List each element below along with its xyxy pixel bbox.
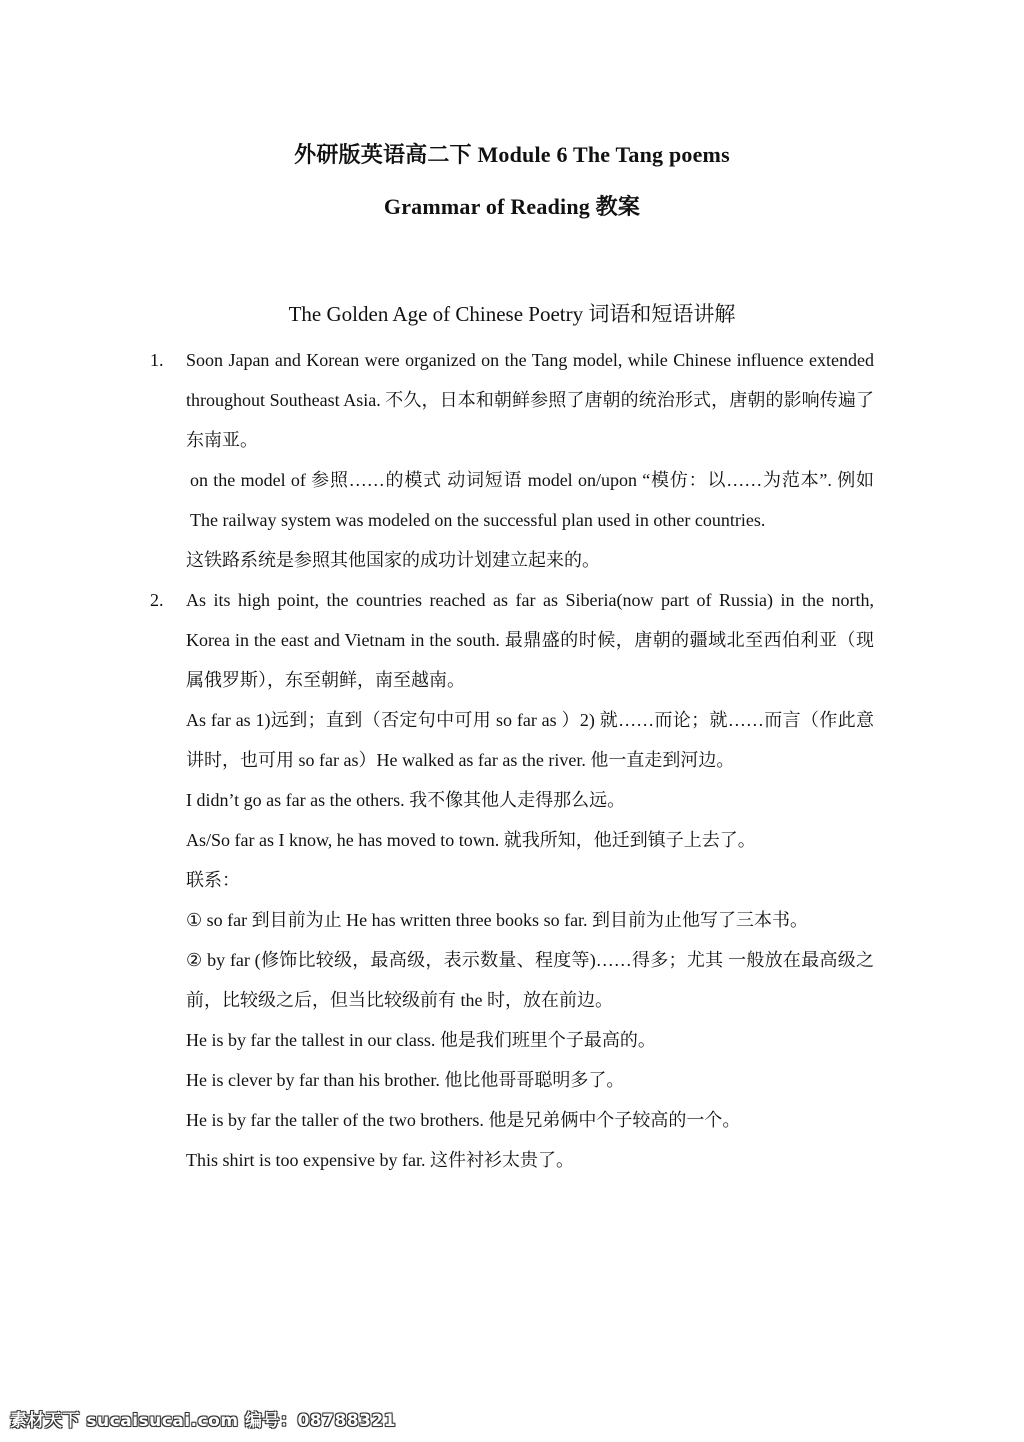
paragraph: As its high point, the countries reached as far as Siberia(now part of Russia) in the north, Korea in the east and Vietnam in the south. 最鼎盛的时候，唐朝的疆域北至西伯利亚（现属俄罗斯），东至朝鲜，南至越南。 (186, 590, 874, 690)
paragraph: 联系： (186, 870, 240, 890)
paragraph: 这铁路系统是参照其他国家的成功计划建立起来的。 (186, 550, 600, 570)
paragraph: ① so far 到目前为止 He has written three books so far. 到目前为止他写了三本书。 (186, 910, 809, 930)
paragraph: Soon Japan and Korean were organized on the Tang model, while Chinese influence extended throughout Southeast Asia. 不久，日本和朝鲜参照了唐朝的统治形式，唐朝的影响传遍了东南亚。 (186, 350, 874, 450)
item-number: 1. (150, 350, 164, 370)
paragraph: He is clever by far than his brother. 他比他哥哥聪明多了。 (186, 1070, 625, 1090)
section-subtitle: The Golden Age of Chinese Poetry 词语和短语讲解 (288, 302, 736, 326)
paragraph: He is by far the tallest in our class. 他是我们班里个子最高的。 (186, 1030, 656, 1050)
paragraph: on the model of 参照……的模式 动词短语 model on/upon “模仿：以……为范本”. 例如 The railway system was modeled on the successful plan used in other countries. (190, 470, 874, 530)
paragraph: This shirt is too expensive by far. 这件衬衫太贵了。 (186, 1150, 574, 1170)
item-number: 2. (150, 590, 164, 610)
document-title-line2: Grammar of Reading 教案 (383, 194, 641, 219)
content-body (150, 340, 874, 1180)
paragraph: He is by far the taller of the two brothers. 他是兄弟俩中个子较高的一个。 (186, 1110, 741, 1130)
paragraph: As far as 1)远到；直到（否定句中可用 so far as ）2) 就……而论；就……而言（作此意讲时，也可用 so far as）He walked as far as the river. 他一直走到河边。 (186, 710, 874, 770)
list-item (150, 580, 874, 1180)
paragraph: As/So far as I know, he has moved to town. 就我所知，他迁到镇子上去了。 (186, 830, 756, 850)
list-item (150, 340, 874, 580)
paragraph: ② by far (修饰比较级，最高级，表示数量、程度等)……得多；尤其 一般放在最高级之前，比较级之后，但当比较级前有 the 时，放在前边。 (186, 950, 874, 1010)
paragraph: I didn’t go as far as the others. 我不像其他人走得那么远。 (186, 790, 626, 810)
watermark: 素材天下 sucaisucai.com 编号：08788321 (10, 1411, 397, 1431)
document-title: 外研版英语高二下 Module 6 The Tang poems (294, 142, 730, 167)
